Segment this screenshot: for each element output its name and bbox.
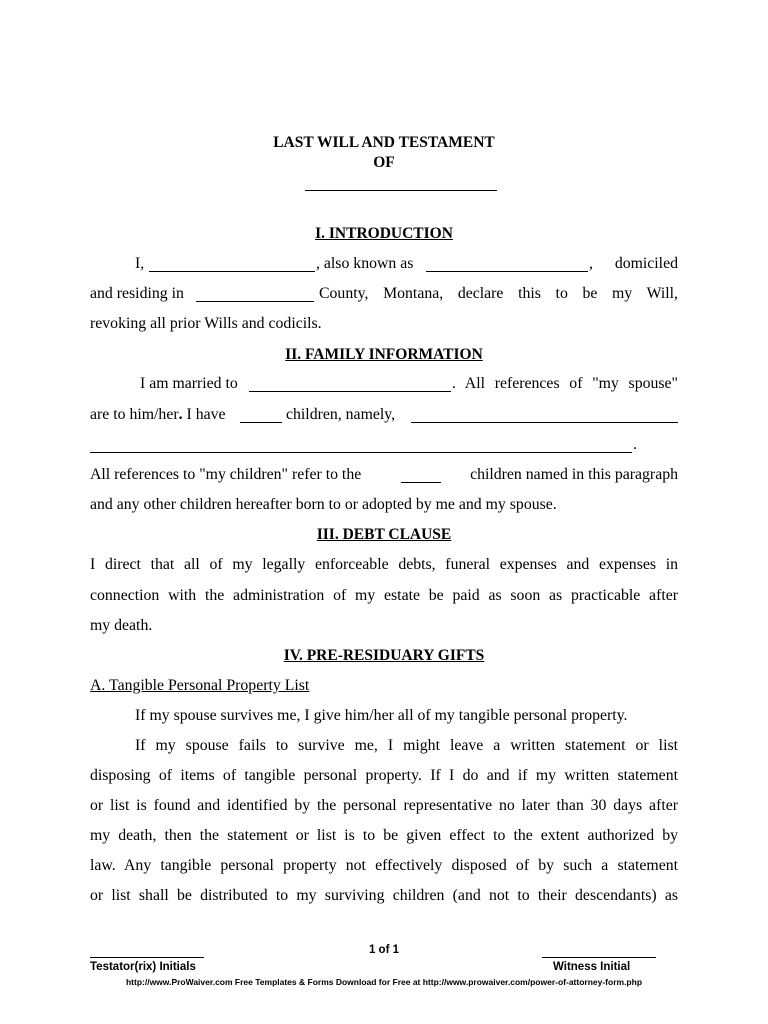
witness-initial-label: Witness Initial (553, 961, 631, 973)
document-title-of: OF (373, 154, 395, 171)
gifts-p2-line-6: or list shall be distributed to my surviving children (and not to their descendants) as (90, 887, 678, 904)
family-text-all-references: All references to "my children" refer to the (90, 466, 362, 483)
section-heading-family: II. FAMILY INFORMATION (285, 346, 483, 363)
county-blank[interactable] (196, 301, 314, 302)
testator-initials-label: Testator(rix) Initials (90, 961, 196, 973)
section-heading-gifts: IV. PRE-RESIDUARY GIFTS (283, 647, 485, 664)
witness-initial-blank[interactable] (542, 957, 656, 958)
gifts-p2-line-2: disposing of items of tangible personal property. If I do and if my written statement (90, 767, 678, 784)
debt-line-3: my death. (90, 617, 153, 634)
family-text-namely: children, namely, (286, 406, 396, 423)
intro-text-comma: , (589, 255, 593, 272)
family-text-period: . (633, 436, 637, 453)
gifts-p2-line-4: my death, then the statement or list is to be given effect to the extent authorized by (90, 827, 678, 844)
gifts-p2-line-1: If my spouse fails to survive me, I might leave a written statement or list (135, 737, 678, 754)
testator-name-blank[interactable] (305, 190, 497, 191)
testator-initials-blank[interactable] (90, 957, 204, 958)
family-line-5: and any other children hereafter born to or adopted by me and my spouse. (90, 496, 557, 513)
intro-text-domiciled: domiciled (614, 255, 678, 272)
page-number: 1 of 1 (368, 944, 400, 956)
section-heading-debt: III. DEBT CLAUSE (316, 526, 452, 543)
debt-line-2: connection with the administration of my estate be paid as soon as practicable after (90, 587, 678, 604)
aka-name-blank[interactable] (426, 271, 588, 272)
family-text-references: . All references of "my spouse" (452, 375, 678, 392)
gifts-p2-line-5: law. Any tangible personal property not effectively disposed of by such a statement (90, 857, 678, 874)
gifts-paragraph-1: If my spouse survives me, I give him/her all of my tangible personal property. (135, 707, 628, 724)
children-names-blank-2[interactable] (90, 452, 632, 453)
debt-line-1: I direct that all of my legally enforceable debts, funeral expenses and expenses in (90, 556, 678, 573)
document-title: LAST WILL AND TESTAMENT (273, 134, 495, 151)
children-count-blank-2[interactable] (401, 482, 441, 483)
children-count-blank[interactable] (240, 422, 282, 423)
intro-text-i: I, (135, 255, 145, 272)
subheading-tangible-property: A. Tangible Personal Property List (90, 677, 310, 694)
gifts-p2-line-3: or list is found and identified by the personal representative no later than 30 days after (90, 797, 678, 814)
family-text-him-her: are to him/her. I have (90, 406, 226, 423)
section-heading-introduction: I. INTRODUCTION (315, 225, 453, 242)
intro-text-aka: , also known as (316, 255, 414, 272)
children-names-blank-1[interactable] (411, 422, 678, 423)
spouse-name-blank[interactable] (249, 391, 451, 392)
intro-line-3: revoking all prior Wills and codicils. (90, 315, 322, 332)
family-text-married: I am married to (140, 375, 238, 392)
full-name-blank[interactable] (149, 271, 315, 272)
intro-text-residing: and residing in (90, 285, 184, 302)
intro-text-county: County, Montana, declare this to be my Will, (319, 285, 678, 302)
family-text-named: children named in this paragraph (470, 466, 678, 483)
footer-url[interactable]: http://www.ProWaiver.com Free Templates & Forms Download for Free at http://www.prowaiver.com/power-of-attorney-form.php (125, 977, 643, 987)
